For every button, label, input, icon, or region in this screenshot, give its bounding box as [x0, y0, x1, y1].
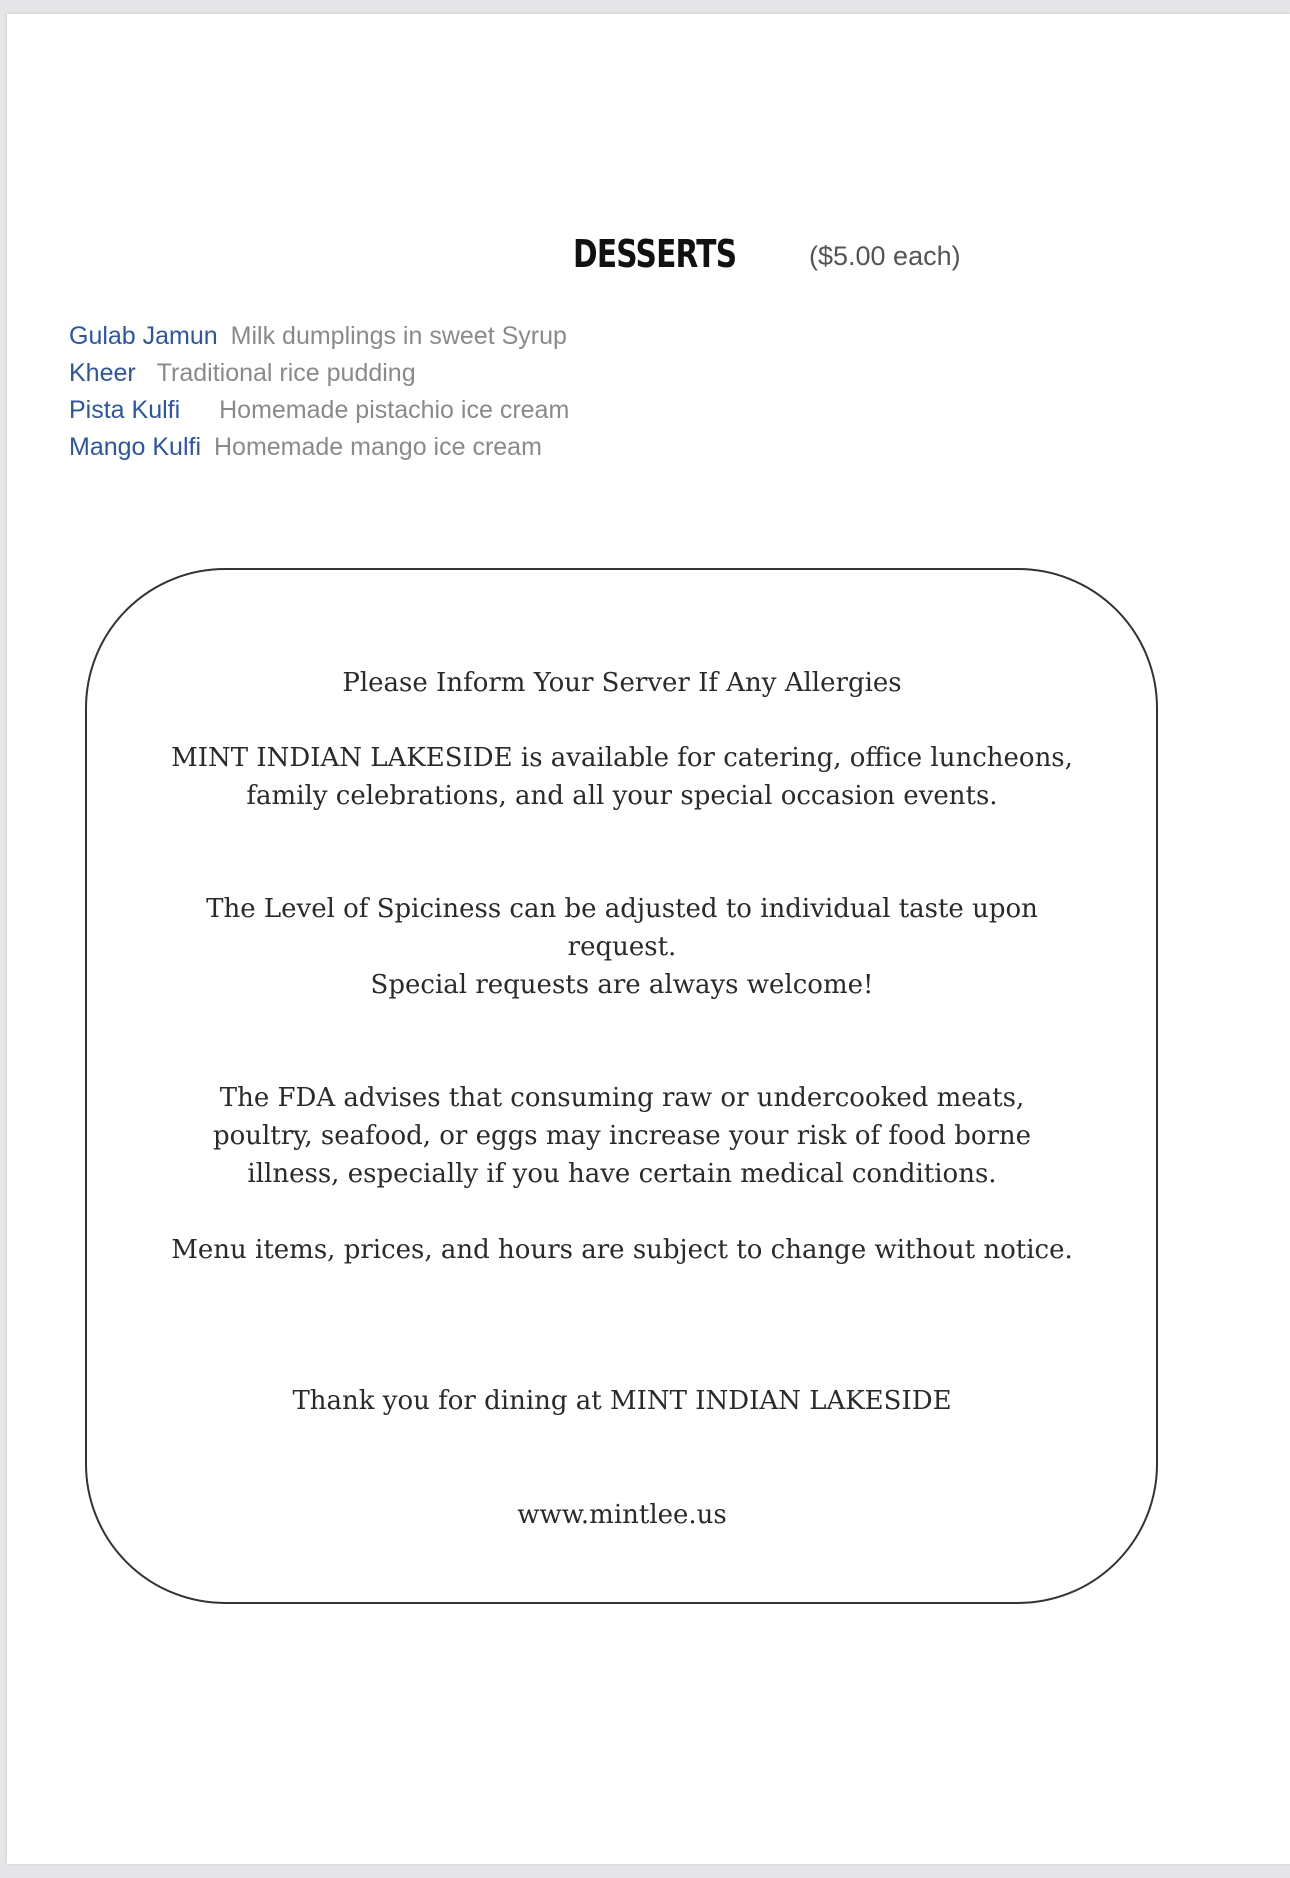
fda-line-1: The FDA advises that consuming raw or undercooked meats,	[219, 1083, 1025, 1113]
menu-item-pista-kulfi	[69, 396, 569, 425]
item-description: Homemade mango ice cream	[213, 433, 542, 461]
allergy-notice: Please Inform Your Server If Any Allergies	[342, 668, 902, 698]
menu-item-gulab-jamun	[69, 322, 567, 351]
item-name: Mango Kulfi	[69, 433, 202, 461]
spice-line-1: The Level of Spiciness can be adjusted to individual taste upon	[206, 894, 1038, 924]
catering-line-1: MINT INDIAN LAKESIDE is available for catering, office luncheons,	[171, 743, 1073, 773]
fda-line-3: illness, especially if you have certain medical conditions.	[247, 1159, 997, 1189]
spice-line-3: Special requests are always welcome!	[370, 970, 874, 1000]
fda-line-2: poultry, seafood, or eggs may increase your risk of food borne	[212, 1121, 1032, 1151]
menu-item-mango-kulfi	[69, 433, 542, 462]
item-description: Homemade pistachio ice cream	[219, 396, 570, 424]
thank-you-message: Thank you for dining at MINT INDIAN LAKESIDE	[292, 1386, 952, 1416]
price-note: ($5.00 each)	[809, 241, 961, 271]
spice-line-2: request.	[567, 932, 677, 962]
website-link[interactable]: www.mintlee.us	[517, 1500, 727, 1530]
item-description: Traditional rice pudding	[156, 359, 416, 387]
item-name: Gulab Jamun	[69, 322, 218, 350]
item-description: Milk dumplings in sweet Syrup	[230, 322, 567, 350]
desserts-heading: DESSERTS	[573, 232, 737, 276]
catering-line-2: family celebrations, and all your special occasion events.	[246, 781, 998, 811]
item-name: Kheer	[69, 359, 136, 387]
menu-item-kheer	[69, 359, 416, 388]
subject-to-change-notice: Menu items, prices, and hours are subject to change without notice.	[171, 1235, 1073, 1265]
item-name: Pista Kulfi	[69, 396, 181, 424]
menu-page	[7, 14, 1290, 1864]
